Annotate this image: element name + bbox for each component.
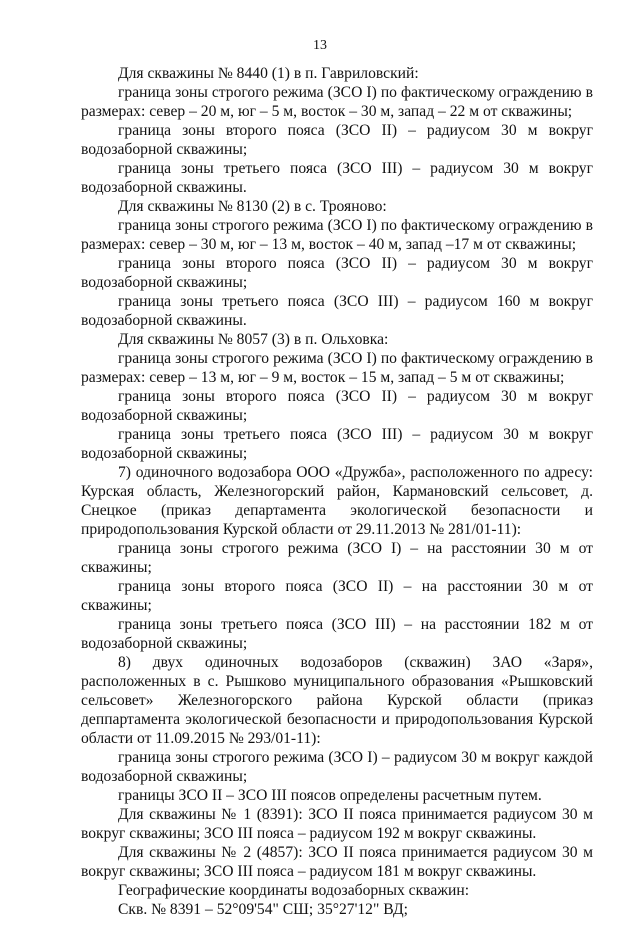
paragraph: граница зоны строгого режима (ЗСО I) – радиусом 30 м вокруг каждой водозаборной скважины; xyxy=(81,749,593,785)
page-number: 13 xyxy=(313,38,327,53)
paragraph: Для скважины № 2 (4857): ЗСО II пояса принимается радиусом 30 м вокруг скважины; ЗСО III пояса – радиусом 181 м вокруг скважины. xyxy=(81,844,593,880)
paragraph: граница зоны строгого режима (ЗСО I) по фактическому ограждению в размерах: север – 20 м, юг – 5 м, восток – 30 м, запад – 22 м от скважины; xyxy=(81,84,593,120)
paragraph: граница зоны строгого режима (ЗСО I) – на расстоянии 30 м от скважины; xyxy=(81,540,593,576)
paragraph: 8) двух одиночных водозаборов (скважин) ЗАО «Заря», расположенных в с. Рышково муниципального образования «Рышковский сельсовет» Железногорского района Курской области (приказ деппартамента экологической безопасности и природопользования Курской области от 11.09.2015 № 293/01-11): xyxy=(81,654,593,747)
paragraph: граница зоны второго пояса (ЗСО II) – радиусом 30 м вокруг водозаборной скважины; xyxy=(81,388,593,424)
paragraph: 7) одиночного водозабора ООО «Дружба», расположенного по адресу: Курская область, Железногорский район, Кармановский сельсовет, д. Снецкое (приказ департамента экологической безопасности и природопользования Курской области от 29.11.2013 № 281/01-11): xyxy=(81,464,593,538)
paragraph: Географические координаты водозаборных скважин: xyxy=(118,882,470,899)
paragraph: граница зоны строгого режима (ЗСО I) по фактическому ограждению в размерах: север – 30 м, юг – 13 м, восток – 40 м, запад –17 м от скважины; xyxy=(81,217,593,253)
paragraph: граница зоны третьего пояса (ЗСО III) – радиусом 30 м вокруг водозаборной скважины. xyxy=(81,160,593,196)
paragraph: граница зоны второго пояса (ЗСО II) – радиусом 30 м вокруг водозаборной скважины; xyxy=(81,122,593,158)
paragraph: Для скважины № 1 (8391): ЗСО II пояса принимается радиусом 30 м вокруг скважины; ЗСО III пояса – радиусом 192 м вокруг скважины. xyxy=(81,806,593,842)
paragraph: Для скважины № 8057 (3) в п. Ольховка: xyxy=(118,331,389,348)
paragraph: Скв. № 8391 – 52°09'54" СШ; 35°27'12" ВД; xyxy=(118,901,409,918)
paragraph: границы ЗСО II – ЗСО III поясов определены расчетным путем. xyxy=(118,787,542,804)
paragraph: граница зоны второго пояса (ЗСО II) – на расстоянии 30 м от скважины; xyxy=(81,578,593,614)
paragraph: граница зоны второго пояса (ЗСО II) – радиусом 30 м вокруг водозаборной скважины; xyxy=(81,255,593,291)
document-body xyxy=(81,64,593,919)
paragraph: граница зоны строгого режима (ЗСО I) по фактическому ограждению в размерах: север – 13 м, юг – 9 м, восток – 15 м, запад – 5 м от скважины; xyxy=(81,350,593,386)
paragraph: граница зоны третьего пояса (ЗСО III) – радиусом 160 м вокруг водозаборной скважины. xyxy=(81,293,593,329)
paragraph: Для скважины № 8440 (1) в п. Гавриловский: xyxy=(118,65,419,82)
paragraph: граница зоны третьего пояса (ЗСО III) – на расстоянии 182 м от водозаборной скважины; xyxy=(81,616,593,652)
paragraph: Для скважины № 8130 (2) в с. Трояново: xyxy=(118,198,387,215)
paragraph: граница зоны третьего пояса (ЗСО III) – радиусом 30 м вокруг водозаборной скважины; xyxy=(81,426,593,462)
